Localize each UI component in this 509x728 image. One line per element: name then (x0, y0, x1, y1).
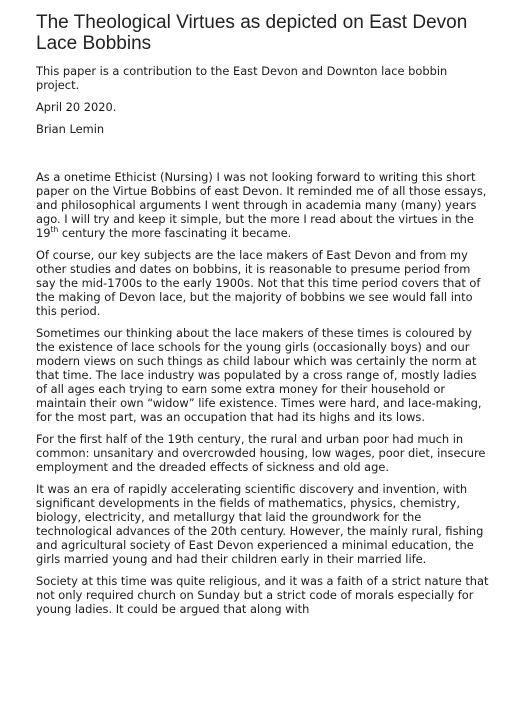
body-paragraph-6: Society at this time was quite religious, and it was a faith of a strict nature that not only required church on Sunday but a strict code of morals especially for young ladies. It could be argued that along with (36, 574, 489, 616)
body-paragraph-5: It was an era of rapidly accelerating scientific discovery and invention, with significant developments in the fields of mathematics, physics, chemistry, biology, electricity, and metallurgy that laid the groundwork for the technological advances of the 20th century. However, the mainly rural, fishing and agricultural society of East Devon experienced a minimal education, the girls married young and had their children early in their married life. (36, 482, 484, 566)
ordinal-suffix: th (50, 225, 59, 235)
document-title: The Theological Virtues as depicted on East Devon Lace Bobbins (36, 12, 468, 54)
author-name: Brian Lemin (36, 122, 105, 136)
body-paragraph-1 (36, 170, 491, 240)
intro-text: This paper is a contribution to the East Devon and Downton lace bobbin project. (36, 64, 448, 92)
body-paragraph-3: Sometimes our thinking about the lace makers of these times is coloured by the existence of lace schools for the young girls (occasionally boys) and our modern views on such things as child labour which was certainly the norm at that time. The lace industry was populated by a cross range of, mostly ladies of all ages each trying to earn some extra money for their household or maintain their own “widow” life existence. Times were hard, and lace-making, for the most part, was an occupation that had its highs and its lows. (36, 326, 482, 424)
document-date: April 20 2020. (36, 100, 117, 114)
paragraph-1-text-end: century the more fascinating it became. (58, 226, 292, 240)
body-paragraph-2: Of course, our key subjects are the lace makers of East Devon and from my other studies and dates on bobbins, it is reasonable to presume period from say the mid-1700s to the early 1900s. Not that this time period covers that of the making of Devon lace, but the majority of bobbins we see would fall into this period. (36, 248, 481, 318)
paragraph-1-text: As a onetime Ethicist (Nursing) I was not looking forward to writing this short paper on the Virtue Bobbins of east Devon. It reminded me of all those essays, and philosophical arguments I went through in academia many (many) years ago. I will try and keep it simple, but the more I read about the virtues in the 19 (36, 170, 487, 240)
body-paragraph-4: For the first half of the 19th century, the rural and urban poor had much in common: unsanitary and overcrowded housing, low wages, poor diet, insecure employment and the dreaded effects of sickness and old age. (36, 432, 486, 474)
